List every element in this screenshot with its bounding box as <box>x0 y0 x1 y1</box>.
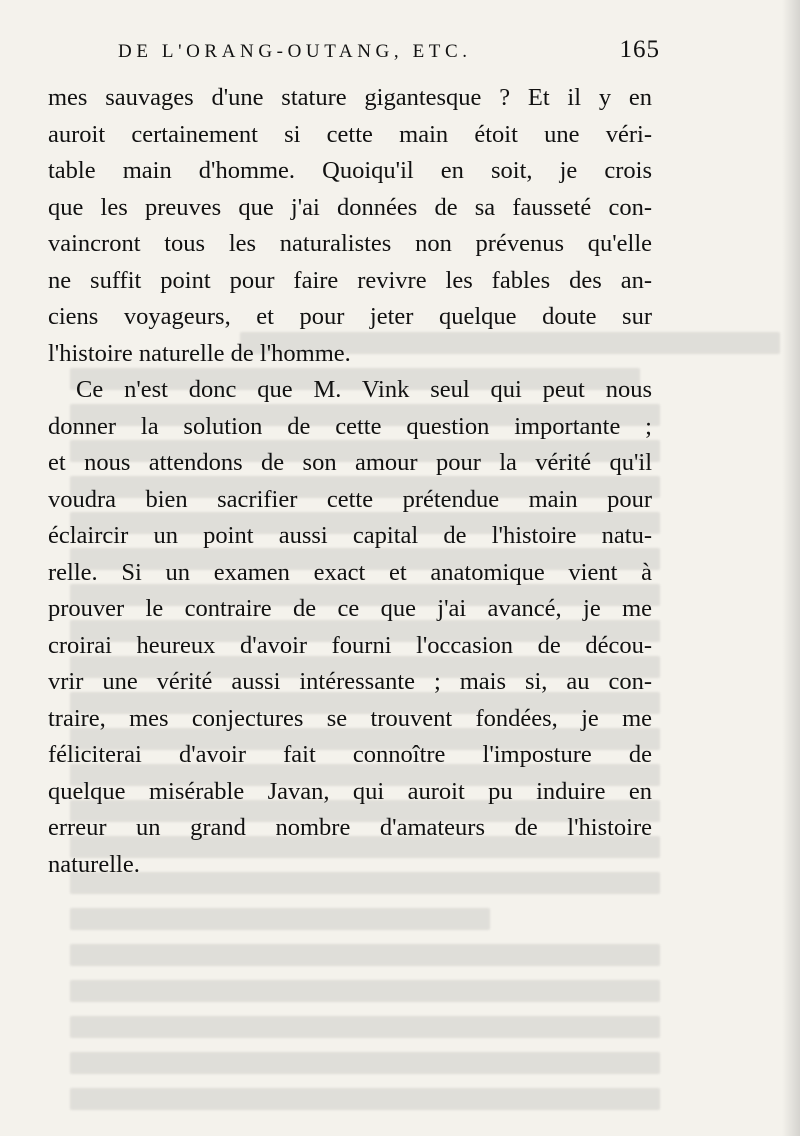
text-line: vaincront tous les naturalistes non prévenus qu'elle <box>48 230 652 257</box>
text-line: croirai heureux d'avoir fourni l'occasion de décou- <box>48 631 652 659</box>
text-line: l'histoire naturelle de l'homme. <box>48 339 351 367</box>
running-title: DE L'ORANG-OUTANG, ETC. <box>118 41 472 62</box>
text-line: prouver le contraire de ce que j'ai avancé, je me <box>48 595 652 622</box>
text-line: traire, mes conjectures se trouvent fondées, je me <box>48 704 652 732</box>
text-line: féliciterai d'avoir fait connoître l'imposture de <box>48 741 652 768</box>
text-line: ciens voyageurs, et pour jeter quelque doute sur <box>48 303 652 330</box>
page-header <box>118 36 660 70</box>
text-line: ne suffit point pour faire revivre les fables des an- <box>48 266 652 294</box>
text-line: voudra bien sacrifier cette prétendue main pour <box>48 485 652 513</box>
text-line: et nous attendons de son amour pour la vérité qu'il <box>48 449 652 476</box>
text-line: éclaircir un point aussi capital de l'histoire natu- <box>48 522 652 549</box>
text-line: Ce n'est donc que M. Vink seul qui peut nous <box>76 376 652 403</box>
text-line: auroit certainement si cette main étoit une véri- <box>48 120 652 148</box>
page-edge-shadow <box>782 0 800 1136</box>
text-line: erreur un grand nombre d'amateurs de l'histoire <box>48 814 652 841</box>
text-line: mes sauvages d'une stature gigantesque ? Et il y en <box>48 84 652 111</box>
paragraph-2 <box>48 372 652 883</box>
text-line: relle. Si un examen exact et anatomique vient à <box>48 558 652 586</box>
page-number: 165 <box>619 36 660 63</box>
paragraph-1 <box>48 80 652 372</box>
text-line: vrir une vérité aussi intéressante ; mais si, au con- <box>48 668 652 695</box>
text-line: quelque misérable Javan, qui auroit pu induire en <box>48 777 652 805</box>
main-text <box>48 80 652 883</box>
text-line: naturelle. <box>48 850 140 878</box>
text-line: table main d'homme. Quoiqu'il en soit, je crois <box>48 157 652 184</box>
text-line: donner la solution de cette question importante ; <box>48 412 652 440</box>
text-line: que les preuves que j'ai données de sa fausseté con- <box>48 193 652 221</box>
